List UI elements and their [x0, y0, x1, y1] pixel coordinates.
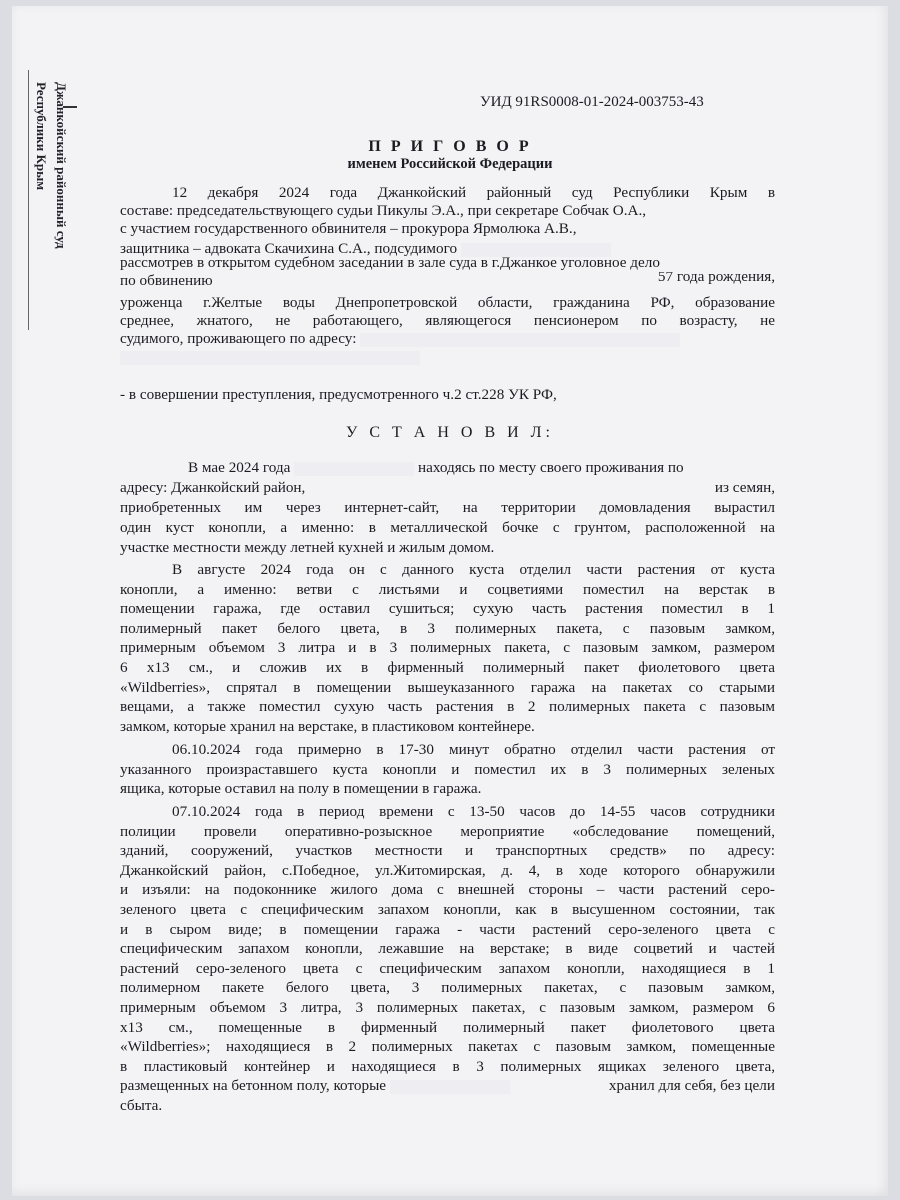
para-line: В августе 2024 года он с данного куста отделил части растения от куста — [172, 561, 775, 578]
para-line: размещенных на бетонном полу, которые хранил для себя, без цели — [120, 1077, 775, 1095]
para-line: помещении гаража, где оставил сушиться; сухую часть растения поместил в 1 — [120, 600, 775, 618]
paragraph-3 — [120, 740, 775, 799]
para-line: специфическим запахом конопли, лежавшие на верстаке; в виде соцветий и частей — [120, 940, 775, 958]
para-line: вещами, а также поместил сухую часть растения в 2 полимерных пакета с пазовым — [120, 698, 775, 716]
para-line: В мае 2024 года находясь по месту своего проживания по — [188, 459, 684, 476]
para-line: 6 х13 см., и сложив их в фирменный полимерный пакет фиолетового цвета — [120, 658, 775, 676]
intro-line: рассмотрев в открытом судебном заседании в зале суда в г.Джанкое уголовное дело — [120, 254, 660, 271]
para-line: в пластиковый контейнер и находящиеся в 3 полимерных ящиках зеленого цвета, — [120, 1057, 775, 1075]
intro-line: с участием государственного обвинителя – прокурора Ярмолюка А.В., — [120, 220, 577, 237]
charge-text: - в совершении преступления, предусмотренного ч.2 ст.228 УК РФ, — [120, 386, 557, 403]
para-line: зданий, сооружений, участков местности и транспортных средств» по адресу: — [120, 842, 775, 860]
redacted-block — [294, 462, 414, 476]
para-line: и изъяли: на подоконнике жилого дома с внешней стороны – части растений серо- — [120, 881, 775, 899]
para-line: участке местности между летней кухней и жилым домом. — [120, 539, 495, 556]
para-line: примерным объемом 3 литра, 3 полимерных пакетах, с пазовым замком, размером 6 — [120, 998, 775, 1016]
para-line: и в сыром виде; в помещении гаража - части растений серо-зеленого цвета с — [120, 920, 775, 938]
intro-line: уроженца г.Желтые воды Днепропетровской области, гражданина РФ, образование — [120, 294, 775, 311]
intro-line: по обвинению 57 года рождения, — [120, 272, 775, 289]
document-title: П Р И Г О В О Р — [368, 138, 532, 155]
para-line: «Wildberries»; находящиеся в 2 полимерных пакетах с пазовым замком, помещенные — [120, 1038, 775, 1056]
intro-line: 12 декабря 2024 года Джанкойский районный суд Республики Крым в — [172, 184, 775, 201]
redacted-block — [120, 351, 420, 365]
para-line: примерным объемом 3 литра и в 3 полимерных пакета, с пазовым замком, размером — [120, 639, 775, 657]
stamp-court-name: Джанкойский районный суд — [54, 82, 69, 249]
charge-line — [120, 386, 775, 404]
para-line: зеленого цвета с специфическим запахом конопли, как в высушенном состоянии, так — [120, 900, 775, 918]
intro-line: защитника – адвоката Скачихина С.А., подсудимого — [120, 240, 775, 258]
para-line: приобретенных им через интернет-сайт, на территории домовладения вырастил — [120, 499, 775, 516]
para-line: полимерный пакет белого цвета, в 3 полимерных пакета, с пазовым замком, — [120, 619, 775, 637]
intro-block — [120, 184, 775, 366]
para-line: адресу: Джанкойский район, из семян, — [120, 479, 775, 496]
para-line: конопли, а именно: ветви с листьями и соцветиями поместил на верстак в — [120, 580, 775, 598]
para-line: 06.10.2024 года примерно в 17-30 минут обратно отделил части растения от — [172, 741, 775, 758]
paragraph-2 — [120, 560, 775, 736]
para-line: сбыта. — [120, 1096, 163, 1114]
para-line: полиции провели оперативно-розыскное мероприятие «обследование помещений, — [120, 822, 775, 840]
document-subtitle: именем Российской Федерации — [347, 156, 553, 172]
established-heading: У С Т А Н О В И Л: — [346, 424, 554, 441]
para-line: 07.10.2024 года в период времени с 13-50 часов до 14-55 часов сотрудники — [172, 803, 775, 820]
intro-line: среднее, жнатого, не работающего, являющегося пенсионером по возрасту, не — [120, 312, 775, 329]
paragraph-1 — [120, 458, 775, 558]
para-line: один куст конопли, а именно: в металлической бочке с грунтом, расположенной на — [120, 519, 775, 536]
para-line: указанного произраставшего куста конопли и поместил их в 3 полимерных зеленых — [120, 760, 775, 778]
redacted-block — [360, 333, 680, 347]
redacted-block — [390, 1080, 510, 1094]
court-stamp — [28, 70, 89, 330]
para-line: х13 см., помещенные в фирменный полимерный пакет фиолетового цвета — [120, 1018, 775, 1036]
intro-line: составе: председательствующего судьи Пикулы Э.А., при секретаре Собчак О.А., — [120, 202, 647, 219]
paragraph-4 — [120, 802, 775, 1116]
intro-line: судимого, проживающего по адресу: — [120, 330, 775, 348]
stamp-region: Республики Крым — [34, 82, 49, 191]
para-line: «Wildberries», спрятал в помещении вышеуказанного гаража на пакетах со старыми — [120, 678, 775, 696]
para-line: замком, которые хранил на верстаке, в пластиковом контейнере. — [120, 717, 535, 735]
case-uid: УИД 91RS0008-01-2024-003753-43 — [480, 94, 704, 110]
para-line: ящика, которые оставил на полу в помещении в гаража. — [120, 780, 482, 798]
para-line: Джанкойский район, с.Победное, ул.Житомирская, д. 4, в ходе которого обнаружили — [120, 861, 775, 879]
para-line: полимерном пакете белого цвета, 3 полимерных пакетах, с пазовым замком, — [120, 979, 775, 997]
para-line: растений серо-зеленого цвета с специфическим запахом конопли, находящиеся в 1 — [120, 959, 775, 977]
